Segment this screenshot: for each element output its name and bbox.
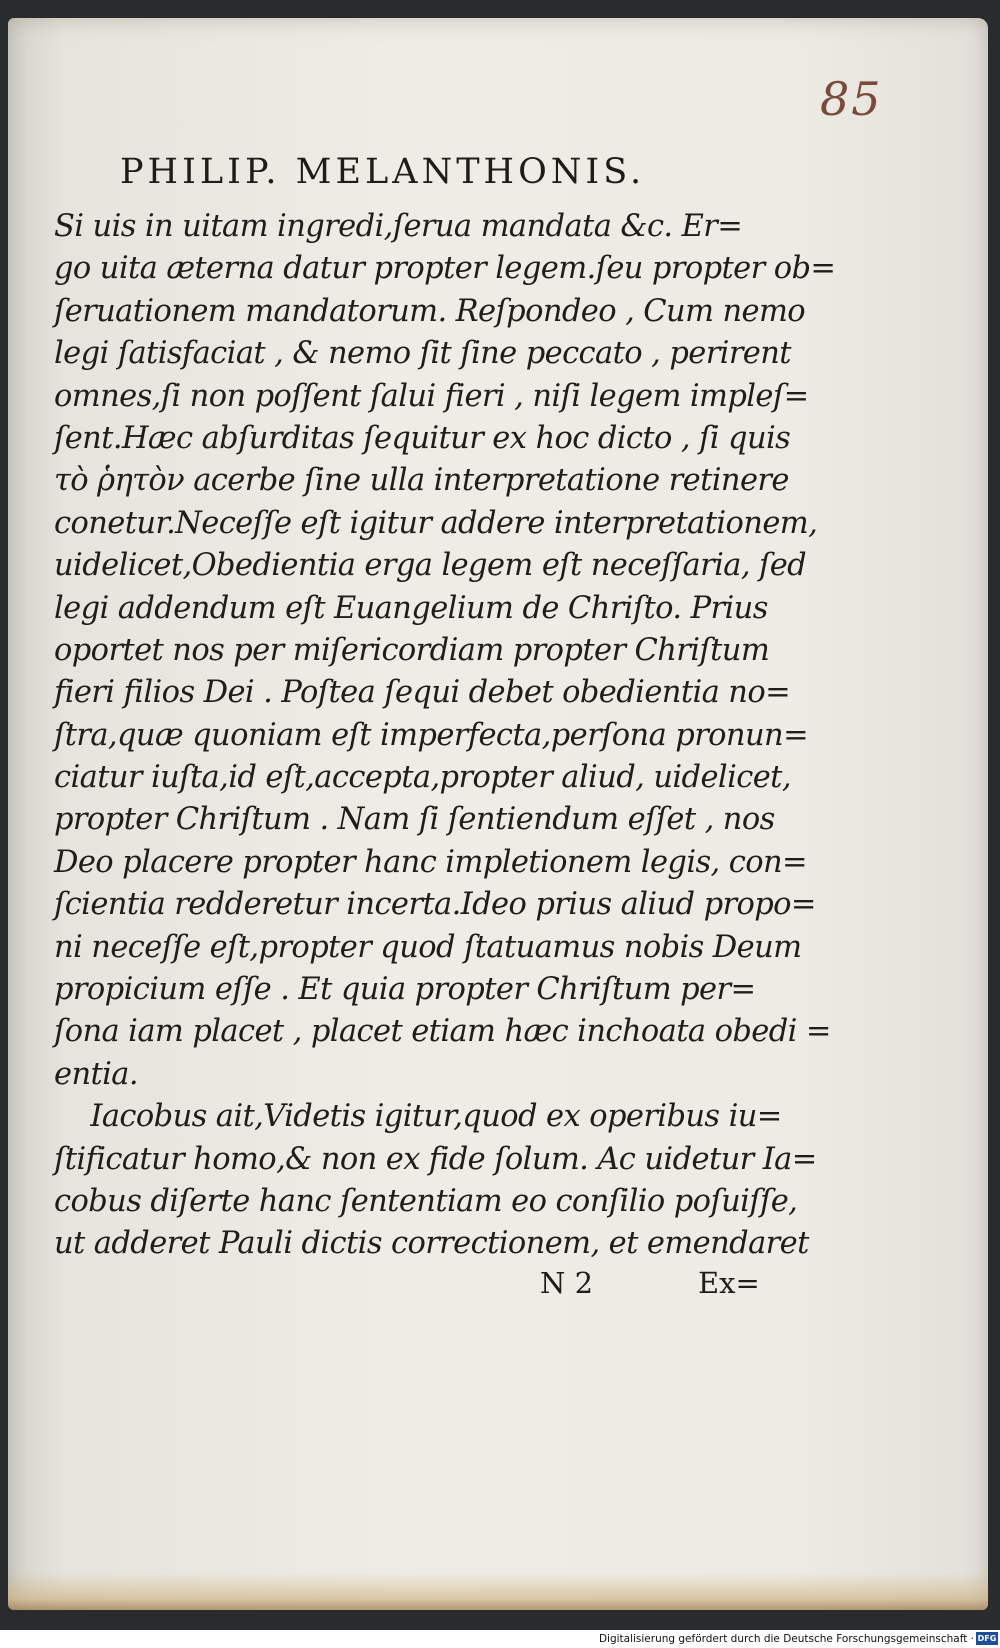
text-line: Si uis in uitam ingredi,ſerua mandata &c. Er= [54,209,743,244]
funding-credit: Digitalisierung gefördert durch die Deutsche Forschungsgemeinschaft · [598,1633,974,1645]
text-line: omnes,ſi non poſſent ſalui fieri , niſi legem impleſ= [54,378,809,414]
text-line: go uita æterna datur propter legem.ſeu propter ob= [54,251,836,287]
text-line: ni neceſſe eſt,propter quod ſtatuamus nobis Deum [54,929,802,965]
handwritten-folio-number: 85 [820,72,883,126]
text-line: ciatur iuſta,id eſt,accepta,propter aliud, uidelicet, [54,760,791,796]
text-line: fieri filios Dei . Poſtea ſequi debet obedientia no= [54,675,791,711]
signature-mark: N 2 [540,1266,594,1300]
body-text [54,206,836,1266]
text-line: conetur.Neceſſe eſt igitur addere interpretationem, [54,505,818,541]
text-line: ſtificatur homo,& non ex fide ſolum. Ac uidetur Ia= [54,1141,817,1177]
catchword: Ex= [698,1266,760,1300]
text-line: propicium eſſe . Et quia propter Chriſtum per= [54,972,756,1008]
text-line: cobus diſerte hanc ſententiam eo conſilio poſuiſſe, [54,1183,798,1219]
text-line: ſeruationem mandatorum. Reſpondeo , Cum nemo [54,293,806,329]
text-line: uidelicet,Obedientia erga legem eſt neceſſaria, ſed [54,548,807,584]
text-line: Deo placere propter hanc impletionem legis, con= [54,844,807,880]
text-line: legi ſatisfaciat , & nemo ſit ſine peccato , perirent [54,336,791,372]
book-page [8,18,988,1610]
text-line: propter Chriſtum . Nam ſi ſentiendum eſſet , nos [54,802,775,838]
text-line: ſona iam placet , placet etiam hæc inchoata obedi = [54,1014,831,1050]
text-line: ſcientia redderetur incerta.Ideo prius aliud propo= [54,887,816,923]
running-head: PHILIP. MELANTHONIS. [120,152,646,192]
text-line: τὸ ῥητὸν acerbe ſine ulla interpretatione retinere [54,463,789,499]
text-line: ſent.Hæc abſurditas ſequitur ex hoc dicto , ſi quis [54,420,791,456]
text-line: entia. [54,1056,138,1092]
text-line: legi addendum eſt Euangelium de Chriſto. Prius [54,590,768,626]
dfg-logo-icon: DFG [977,1634,997,1643]
text-line: ut adderet Pauli dictis correctionem, et emendaret [54,1226,809,1262]
text-line: oportet nos per miſericordiam propter Chriſtum [54,632,770,668]
text-line: ſtra,quæ quoniam eſt imperfecta,perſona pronun= [54,717,809,753]
text-line: Iacobus ait,Videtis igitur,quod ex operibus iu= [54,1099,782,1135]
